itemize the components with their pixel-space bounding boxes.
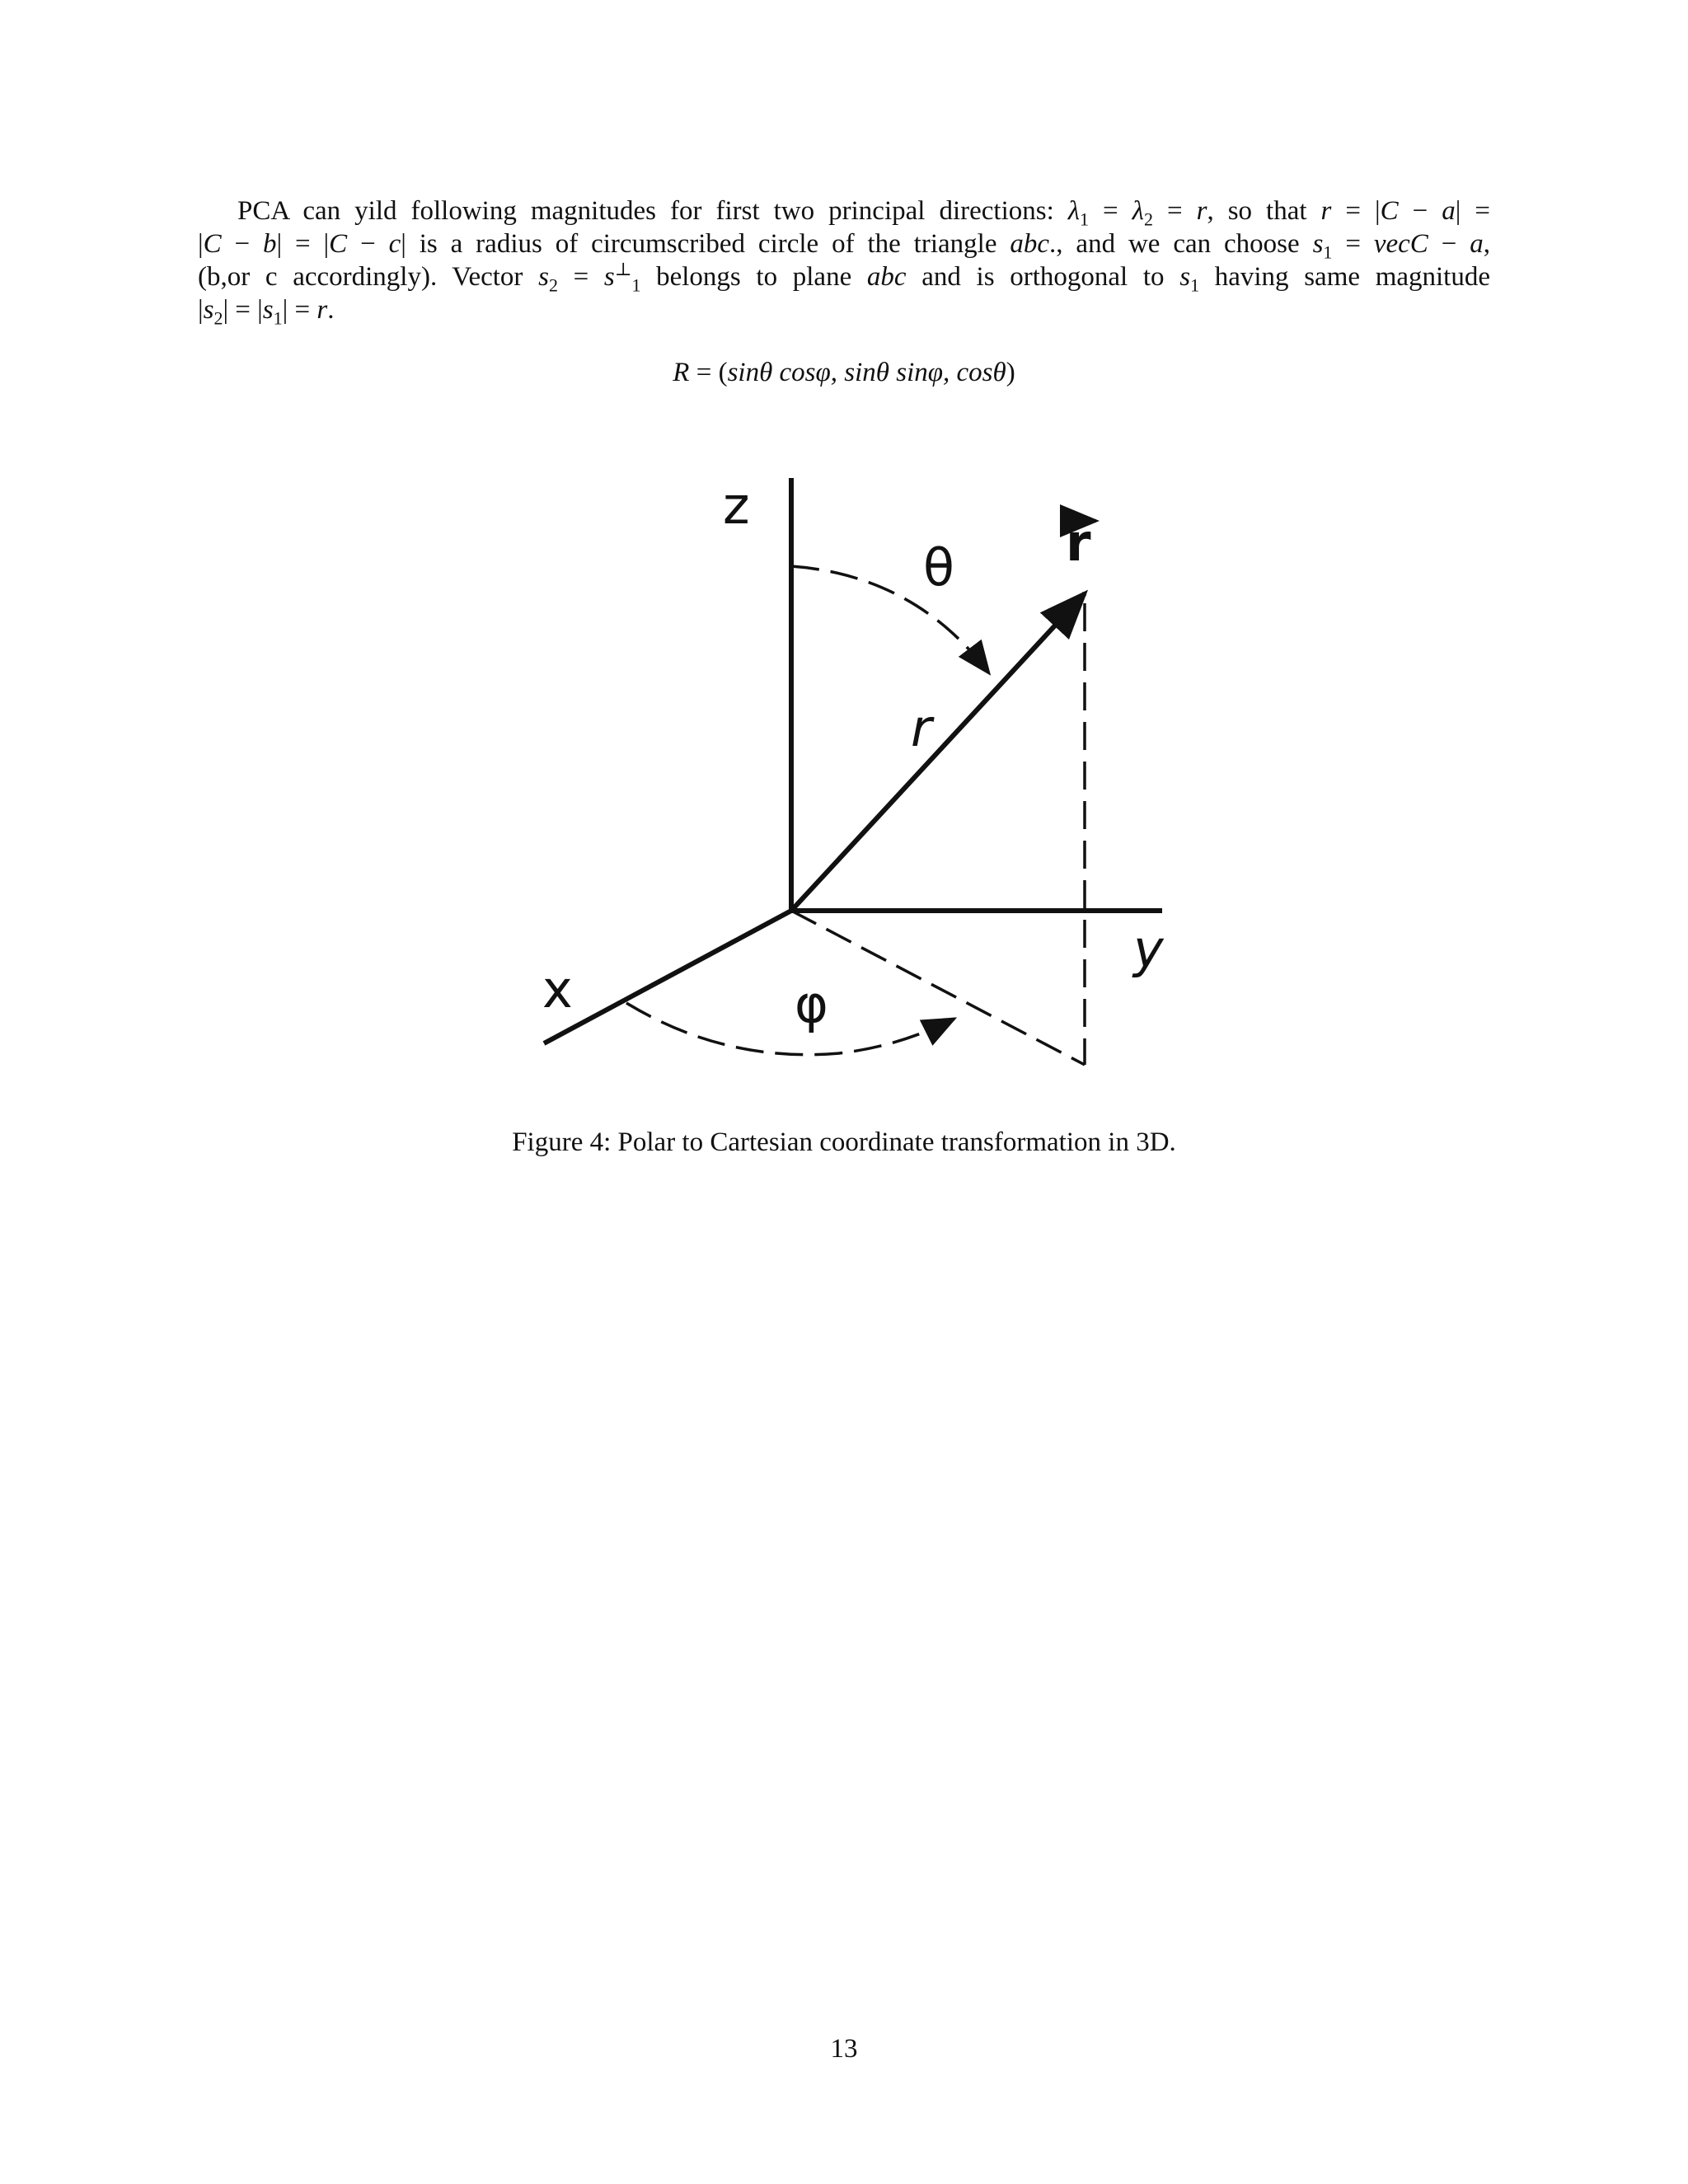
phi-arc xyxy=(626,1003,954,1055)
polar-cartesian-figure xyxy=(528,462,1203,1096)
paragraph-line-4: $|s_2| = |s_1| = r$. xyxy=(198,295,335,329)
theta-arc xyxy=(791,566,989,673)
theta-label: θ xyxy=(923,537,954,598)
phi-label: φ xyxy=(795,974,828,1034)
display-equation: R = (sinθ cosφ, sinθ sinφ, cosθ) xyxy=(673,358,1015,387)
xy-projection xyxy=(791,911,1085,1065)
paragraph-line-2: |C − b| = |C − c| is a radius of circumscribed circle of the triangle abc., and we can choose $s_1$ = vecC − a, xyxy=(198,229,1490,263)
z-axis-label: z xyxy=(723,476,750,536)
figure-caption: Figure 4: Polar to Cartesian coordinate transformation in 3D. xyxy=(512,1127,1176,1157)
r-vector xyxy=(791,593,1085,911)
paragraph-line-1: PCA can yild following magnitudes for first two principal directions: $\lambda_1 = \lambda_2 = r$, so that r = |C − a| = xyxy=(237,196,1490,230)
x-axis-label: x xyxy=(542,959,573,1019)
page-number: 13 xyxy=(830,2034,858,2064)
body-paragraph xyxy=(198,194,1490,329)
y-axis-label: y xyxy=(1133,919,1164,979)
paragraph-line-3: (b,or c accordingly). Vector $s_2 = s^\perp_1$ belongs to plane abc and is orthogonal to $s_1$ having same magnitude xyxy=(198,259,1490,296)
r-magnitude-label: r xyxy=(911,698,932,758)
r-vector-label: r xyxy=(1066,513,1091,573)
